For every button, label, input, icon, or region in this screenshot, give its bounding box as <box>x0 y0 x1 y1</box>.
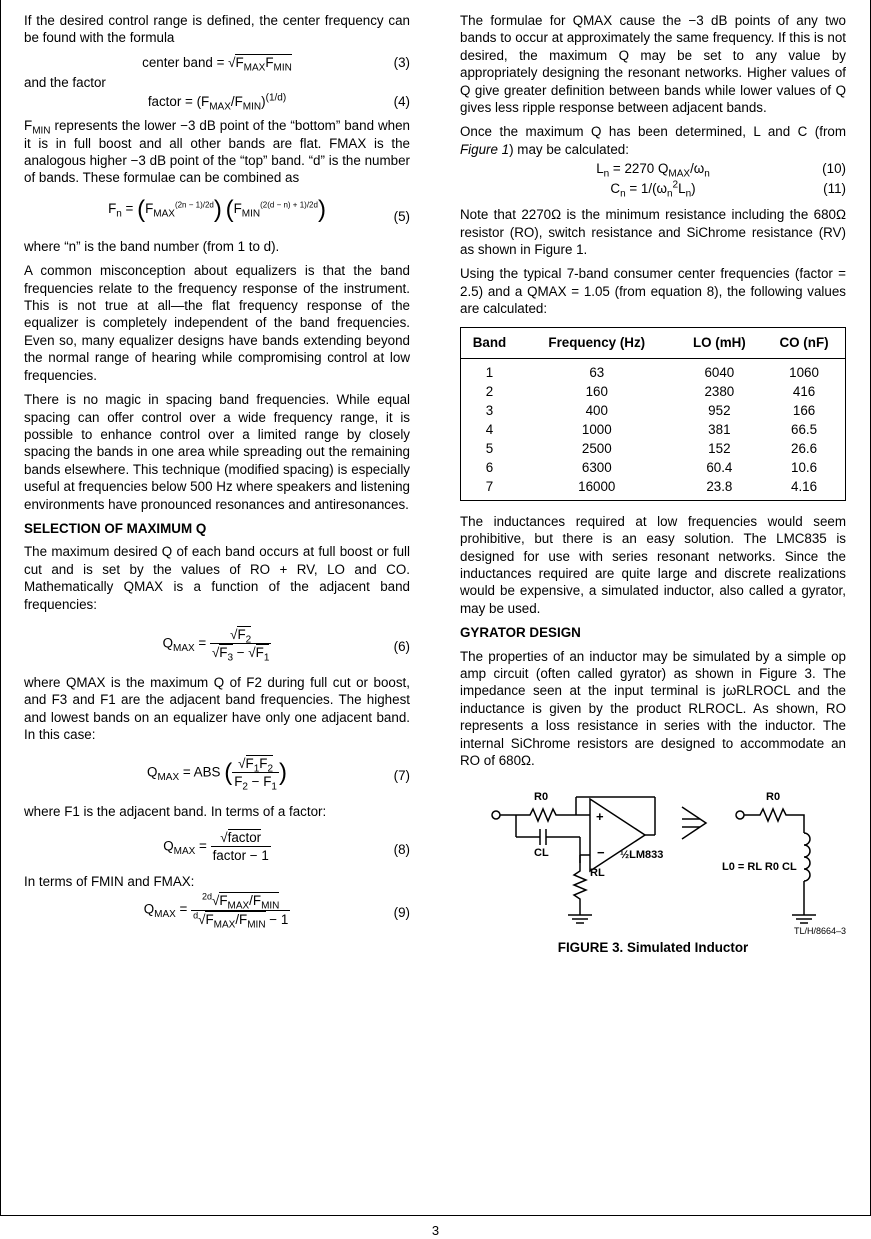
equation-11: $C_n = 1/(\omega_n^2L_n)$ (11) <box>610 179 846 200</box>
label-lo-formula: L0 = RL R0 CL <box>722 861 797 874</box>
paragraph: If the desired control range is defined, the center frequency can be found with the formula <box>24 13 410 46</box>
table-row: 1 63 6040 1060 <box>485 364 819 380</box>
paragraph: where “n” is the band number (from 1 to d). <box>24 238 280 254</box>
resistor-rl <box>574 863 586 915</box>
input-terminal <box>492 811 500 819</box>
resistor-r0-equivalent <box>744 809 804 833</box>
label-opamp: ½LM833 <box>620 849 664 862</box>
equation-10: $L_n = 2270$ $Q_{MAX}/\omega_n$ (10) <box>596 161 846 180</box>
table-row: 4 1000 381 66.5 <box>485 421 818 437</box>
implies-arrow <box>682 807 706 839</box>
paragraph: There is no magic in spacing band frequencies. While equal spacing can offer control over a wide frequency range, it is possible to enhance control over a limited range by closely spacing the bands in one area while spreading out the remaining bands elsewhere. This technique (modified spacing) is especially useful at frequencies below 500 Hz where speakers and listening environments have pronounced resonances and antiresonances. <box>24 392 410 512</box>
table-header: Band <box>461 327 518 358</box>
table-row: 3 400 952 166 <box>485 402 816 418</box>
output-terminal <box>736 811 744 819</box>
section-heading: GYRATOR DESIGN <box>460 625 581 641</box>
label-r0: R0 <box>534 791 549 804</box>
paragraph: In terms of FMIN and FMAX: <box>24 874 195 889</box>
paragraph: Note that 2270Ω is the minimum resistance including the 680Ω resistor (RO), switch resistance and SiChrome resistance (RV) as shown in Figure 1. <box>460 207 846 258</box>
svg-text:+: + <box>596 809 604 825</box>
paragraph: Once the maximum Q has been determined, L and C (from Figure 1) may be calculated: <box>460 124 846 157</box>
table-row: 6 6300 60.4 10.6 <box>485 459 818 475</box>
paragraph: Using the typical 7-band consumer center frequencies (factor = 2.5) and a QMAX = 1.05 (from equation 8), the following values are calculated: <box>460 266 846 317</box>
paragraph: The formulae for QMAX cause the −3 dB points of any two bands to occur at approximately the same frequency. If this is not desired, the maximum Q may be set to any value by appropriately designing the resonant networks. Higher values of Q give greater definition between bands while lower values of Q gives less ripple response between adjacent bands. <box>460 13 846 116</box>
equation-3: center band = $√F_{MAX}F_{MIN}$ (3) <box>142 54 410 74</box>
equation-5: $F_n = (F_{MAX}^{(2n - 1)/2d})$ $(F_{MIN}^{(2(d - n) + 1)/2d})$ (5) <box>108 195 410 224</box>
equation-9: $Q_{MAX}$ = $\frac{^{2d}√F_{MAX}/F_{MIN}}{^d√F_{MAX}/F_{MIN} - 1}$ (9) <box>143 891 410 931</box>
equation-6: $Q_{MAX}$ = $\frac{√F_2}{√F_3 - √F_1}$ (6) <box>162 626 410 665</box>
equation-7: $Q_{MAX}$ = ABS ( $\frac{√F_1F_2}{F_2 - F_1}$ ) (7) <box>147 755 410 793</box>
table-row: 5 2500 152 26.6 <box>485 440 818 456</box>
component-values-table <box>460 327 846 501</box>
paragraph: where F1 is the adjacent band. In terms of a factor: <box>24 803 327 819</box>
inductor-lo <box>804 833 810 881</box>
table-header: Frequency (Hz) <box>518 327 676 358</box>
paragraph: where QMAX is the maximum Q of F2 during full cut or boost, and F3 and F1 are the adjacent band frequencies. The highest and lowest bands on an equalizer have only one adjacent band. In this case: <box>24 674 410 743</box>
paragraph: The inductances required at low frequencies would seem prohibitive, but there is an easy solution. The LMC835 is designed for use with series resonant networks. Since the inductances required are quite large and discrete realizations would be expensive, a simulated inductor, also called a gyrator, may be used. <box>460 513 846 616</box>
label-r0-equivalent: R0 <box>766 791 781 804</box>
equation-4: factor = $(F_{MAX}/F_{MIN})^{(1/d)}$ (4) <box>147 92 410 113</box>
svg-text:−: − <box>597 845 605 861</box>
page-number: 3 <box>431 1223 440 1238</box>
paragraph: A common misconception about equalizers is that the band frequencies relate to the frequency response of the instrument. This is not true at all—the flat frequency response of the equalizer is completely independent of the band frequencies. Even so, many equalizer designs have bands extending beyond the normal range of hearing while compromising control at low frequencies. <box>24 263 410 383</box>
label-rl: RL <box>590 867 605 880</box>
label-cl: CL <box>534 847 549 860</box>
table-row: 7 16000 23.8 4.16 <box>485 478 818 494</box>
paragraph: The properties of an inductor may be simulated by a simple op amp circuit (often called gyrator) as shown in Figure 3. The impedance seen at the input terminal is jωRLROCL and the inductance is given by the product RLROCL. As shown, RO represents a loss resistance in series with the inductor. The internal SiChrome resistors are designed to accommodate an RO of 680Ω. <box>460 648 846 768</box>
right-column <box>460 12 846 965</box>
left-column <box>24 12 410 936</box>
simulated-inductor-figure <box>460 785 846 965</box>
section-heading: SELECTION OF MAXIMUM Q <box>24 520 207 536</box>
table-row: 2 160 2380 416 <box>485 383 816 399</box>
resistor-r0 <box>516 809 576 821</box>
figure-caption: FIGURE 3. Simulated Inductor <box>557 940 749 956</box>
table-header: CO (nF) <box>763 327 845 358</box>
equation-8: $Q_{MAX}$ = $\frac{\text{√factor}}{\text{factor − 1}}$ (8) <box>163 830 410 864</box>
figure-code: TL/H/8664–3 <box>793 926 846 937</box>
paragraph: and the factor <box>24 74 106 90</box>
paragraph: $F_{MIN}$ represents the lower −3 dB point of the “bottom” band when it is in full boost and all other bands are flat. FMAX is the analogous higher −3 dB point of the “top” band. “d” is the number of bands. These formulae can be combined as <box>24 118 410 186</box>
paragraph: The maximum desired Q of each band occurs at full boost or full cut and is set by the values of RO + RV, LO and CO. Mathematically QMAX is a function of the adjacent band frequencies: <box>24 544 410 612</box>
table-header: LO (mH) <box>676 327 764 358</box>
